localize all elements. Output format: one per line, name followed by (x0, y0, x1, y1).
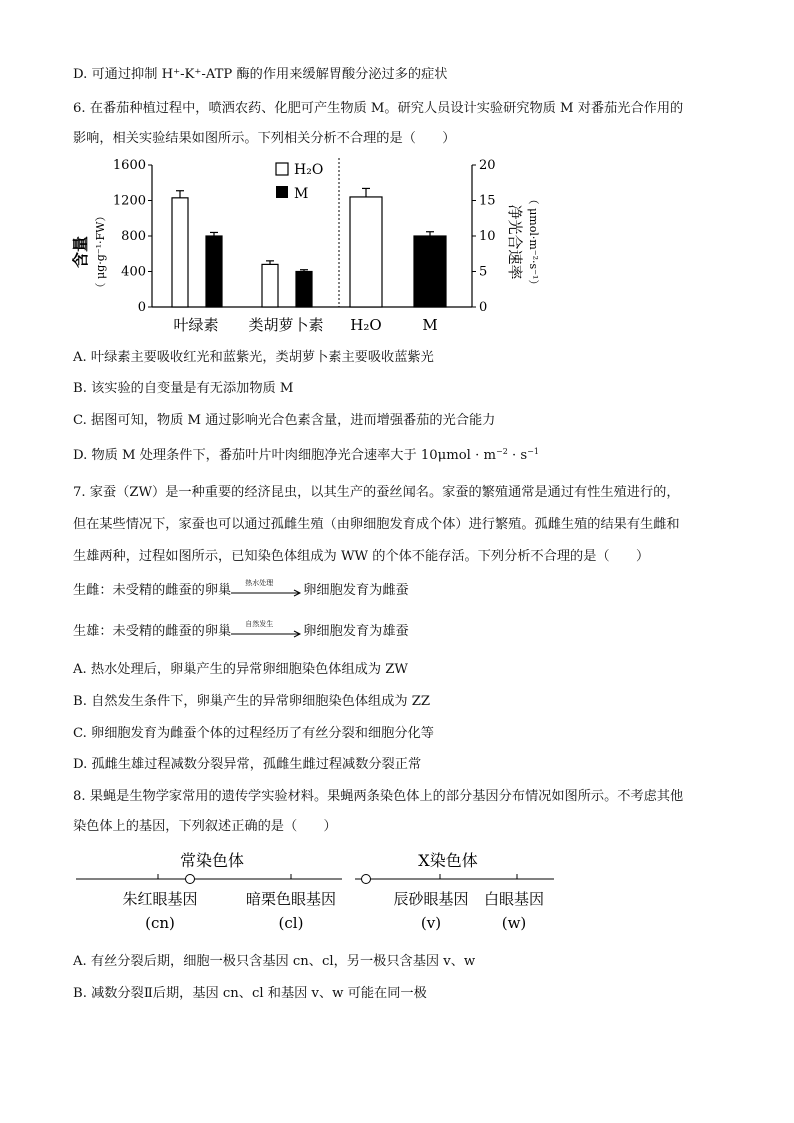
bar-carotenoid-h2o (262, 264, 278, 307)
q7-flow1-right: 卵细胞发育为雌蚕 (303, 583, 409, 598)
legend-m-label: M (294, 186, 309, 202)
q6-option-c: C. 据图可知，物质 M 通过影响光合色素含量，进而增强番茄的光合能力 (73, 413, 496, 428)
bar-rate-h2o (350, 197, 382, 307)
arrow-right-icon (231, 588, 303, 598)
x-chromosome-label: X染色体 (418, 851, 478, 870)
right-tick-label: 15 (479, 193, 496, 209)
q7-option-a: A. 热水处理后，卵巢产生的异常卵细胞染色体组成为 ZW (73, 662, 408, 677)
gene-v-symbol: (v) (420, 914, 442, 932)
q7-flow2-right: 卵细胞发育为雄蚕 (303, 624, 409, 639)
q6-option-d (73, 448, 539, 464)
q6-bar-chart (70, 152, 550, 342)
left-tick-label: 1200 (112, 193, 146, 209)
q6-stem-line1: 6. 在番茄种植过程中，喷洒农药、化肥可产生物质 M。研究人员设计实验研究物质 M 对番茄光合作用的 (73, 101, 684, 116)
autosome-centromere (186, 875, 195, 884)
gene-w-symbol: (w) (501, 914, 527, 932)
q6-sup1: −2 (495, 447, 508, 456)
bar-chlorophyll-m (206, 236, 222, 307)
arrow-right-icon (231, 629, 303, 639)
cat-chlorophyll: 叶绿素 (173, 316, 219, 334)
right-yunit: （ μmol·m⁻²·s⁻¹） (527, 193, 540, 291)
autosome-label: 常染色体 (179, 851, 245, 870)
q6-option-d-mid: · s (507, 448, 528, 463)
q5-option-d: D. 可通过抑制 H⁺-K⁺-ATP 酶的作用来缓解胃酸分泌过多的症状 (73, 67, 448, 82)
chromosome-diagram (70, 846, 560, 936)
gene-v-name: 辰砂眼基因 (393, 890, 469, 908)
cat-carotenoid: 类胡萝卜素 (248, 316, 324, 334)
q6-sup2: −1 (527, 447, 539, 456)
cat-m: M (422, 316, 438, 334)
left-tick-label: 1600 (112, 158, 146, 173)
q7-flow1-left: 生雌：未受精的雌蚕的卵巢 (73, 583, 232, 598)
left-ylabel: 含量 (71, 235, 90, 269)
x-centromere (362, 875, 371, 884)
gene-cn-symbol: (cn) (145, 914, 175, 932)
q6-option-b: B. 该实验的自变量是有无添加物质 M (73, 381, 294, 396)
q8-stem-line1: 8. 果蝇是生物学家常用的遗传学实验材料。果蝇两条染色体上的部分基因分布情况如图所示。不考虑其他 (73, 789, 684, 804)
legend-m-swatch (276, 186, 288, 198)
gene-w-name: 白眼基因 (483, 890, 545, 908)
gene-cn-name: 朱红眼基因 (122, 890, 198, 908)
bar-rate-m (414, 236, 446, 307)
bar-carotenoid-m (296, 272, 312, 308)
q7-flow2-left: 生雄：未受精的雌蚕的卵巢 (73, 624, 232, 639)
legend-h2o-swatch (276, 163, 288, 175)
q6-option-d-text: D. 物质 M 处理条件下，番茄叶片叶肉细胞净光合速率大于 10μmol · m (73, 448, 496, 463)
q7-flow-female (73, 578, 409, 599)
right-tick-label: 0 (479, 300, 488, 315)
q7-stem-line3: 生雄两种，过程如图所示，已知染色体组成为 WW 的个体不能存活。下列分析不合理的是（ ） (73, 549, 650, 564)
q7-flow-male (73, 619, 409, 640)
bar-chlorophyll-h2o (172, 198, 188, 307)
q7-option-c: C. 卵细胞发育为雌蚕个体的过程经历了有丝分裂和细胞分化等 (73, 726, 434, 741)
q6-stem-line2: 影响，相关实验结果如图所示。下列相关分析不合理的是（ ） (73, 131, 456, 146)
q7-option-b: B. 自然发生条件下，卵巢产生的异常卵细胞染色体组成为 ZZ (73, 694, 431, 709)
gene-cl-symbol: (cl) (278, 914, 304, 932)
q8-option-a: A. 有丝分裂后期，细胞一极只含基因 cn、cl，另一极只含基因 v、w (73, 954, 476, 969)
q7-flow2-arrow-label: 自然发生 (245, 619, 274, 628)
q7-option-d: D. 孤雌生雄过程减数分裂异常，孤雌生雌过程减数分裂正常 (73, 757, 422, 772)
left-tick-label: 800 (121, 229, 146, 244)
left-yunit: （ μg·g⁻¹·FW） (94, 210, 107, 294)
q6-option-a: A. 叶绿素主要吸收红光和蓝紫光，类胡萝卜素主要吸收蓝紫光 (73, 350, 434, 365)
legend-h2o-label: H₂O (294, 162, 324, 178)
q8-stem-line2: 染色体上的基因，下列叙述正确的是（ ） (73, 819, 337, 834)
q8-option-b: B. 减数分裂Ⅱ后期，基因 cn、cl 和基因 v、w 可能在同一极 (73, 986, 427, 1001)
left-tick-label: 0 (137, 300, 146, 315)
left-tick-label: 400 (121, 264, 146, 280)
cat-h2o: H₂O (350, 316, 382, 334)
right-tick-label: 10 (479, 229, 496, 244)
right-tick-label: 5 (479, 264, 488, 280)
q7-stem-line2: 但在某些情况下，家蚕也可以通过孤雌生殖（由卵细胞发育成个体）进行繁殖。孤雌生殖的结果有生雌和 (73, 517, 680, 532)
right-ylabel: 净光合速率 (506, 204, 524, 280)
gene-cl-name: 暗栗色眼基因 (245, 890, 337, 908)
right-tick-label: 20 (479, 158, 496, 173)
q7-stem-line1: 7. 家蚕（ZW）是一种重要的经济昆虫，以其生产的蚕丝闻名。家蚕的繁殖通常是通过有性生殖进行的， (73, 485, 680, 500)
q7-flow1-arrow-label: 热水处理 (245, 578, 274, 587)
